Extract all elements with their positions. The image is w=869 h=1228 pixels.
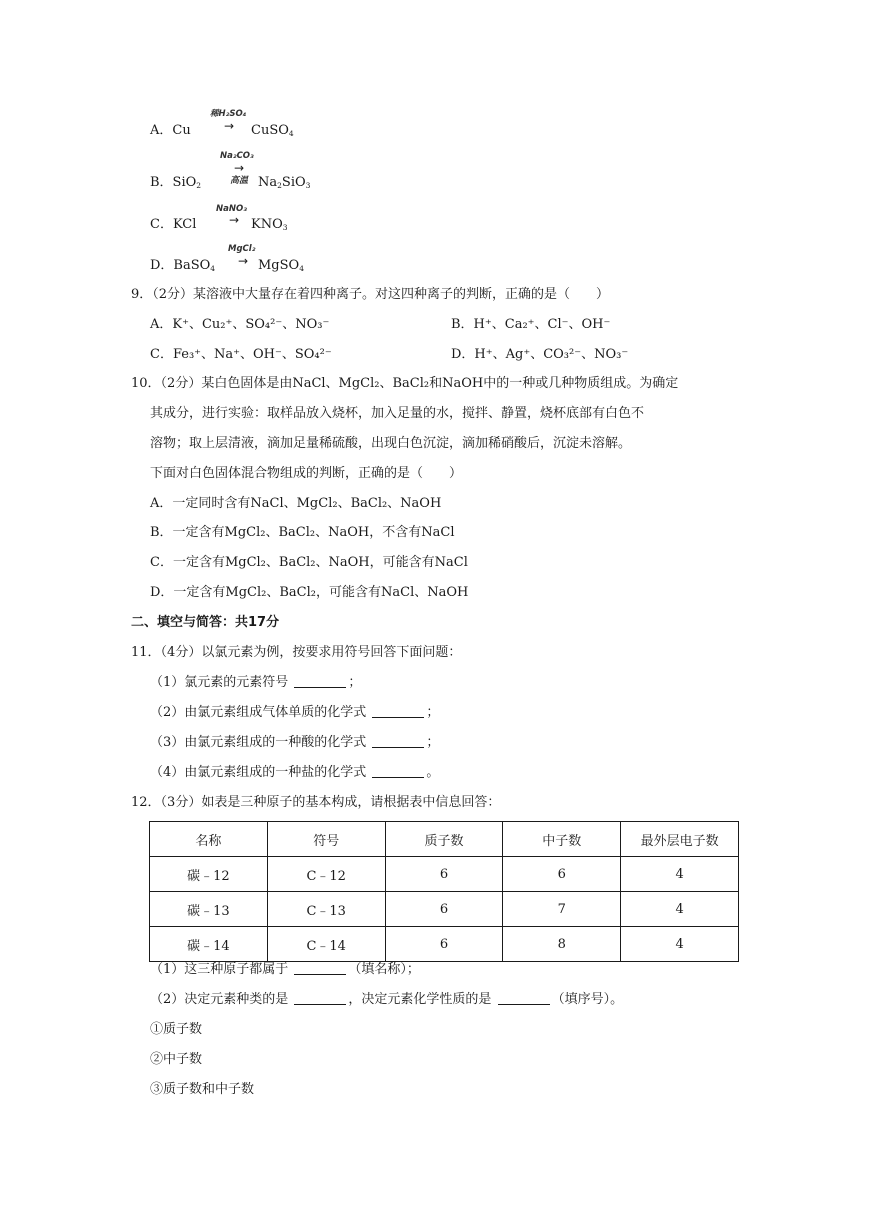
q9-option-c: C．Fe₃⁺、Na⁺、OH⁻、SO₄²⁻ (150, 347, 332, 362)
table-cell: 4 (621, 857, 739, 892)
q10-line-1: 10．（2分）某白色固体是由NaCl、MgCl₂、BaCl₂和NaOH中的一种或几种物质组成。为确定 (131, 376, 679, 391)
answer-blank[interactable] (294, 993, 346, 1005)
table-header: 质子数 (385, 822, 503, 857)
q10-line-2: 其成分，进行实验：取样品放入烧杯，加入足量的水，搅拌、静置，烧杯底部有白色不 (150, 406, 645, 421)
answer-blank[interactable] (498, 993, 550, 1005)
reagent-a: 稀H₂SO₄ (210, 109, 247, 119)
q8-option-d-label: D．BaSO$_4$ (150, 258, 216, 273)
arrow-d: → (238, 254, 249, 268)
answer-blank[interactable] (372, 766, 424, 778)
q10-option-d: D．一定含有MgCl₂、BaCl₂，可能含有NaCl、NaOH (150, 585, 469, 600)
q8-option-a-label: A．Cu (150, 123, 191, 138)
table-cell: C﹣14 (267, 927, 385, 962)
table-row (150, 857, 739, 892)
section-heading: 二、填空与简答：共17分 (131, 615, 280, 630)
q8-option-b-product: $Na_2SiO_3$ (258, 175, 311, 190)
table-cell: 碳﹣14 (150, 927, 268, 962)
q11-part-4: （4）由氯元素组成的一种盐的化学式 。 (150, 765, 440, 780)
q12-choice-3: ③质子数和中子数 (150, 1082, 255, 1097)
q11-part-3: （3）由氯元素组成的一种酸的化学式 ； (150, 735, 440, 750)
table-header-row (150, 822, 739, 857)
q8-option-c-product: $KNO_3$ (251, 217, 288, 232)
answer-blank[interactable] (294, 676, 346, 688)
q10-option-c: C．一定含有MgCl₂、BaCl₂、NaOH，可能含有NaCl (150, 555, 468, 570)
q11-part-1: （1）氯元素的元素符号 ； (150, 675, 362, 690)
table-header: 名称 (150, 822, 268, 857)
q10-option-a: A．一定同时含有NaCl、MgCl₂、BaCl₂、NaOH (150, 496, 442, 511)
table-header: 符号 (267, 822, 385, 857)
reagent-d: MgCl₂ (228, 244, 256, 254)
answer-blank[interactable] (372, 736, 424, 748)
atom-table (149, 821, 739, 962)
q12-part-1: （1）这三种原子都属于 （填名称）； (150, 962, 420, 977)
q9-option-a: A．K⁺、Cu₂⁺、SO₄²⁻、NO₃⁻ (150, 317, 330, 332)
table-cell: 6 (503, 857, 621, 892)
table-cell: 4 (621, 892, 739, 927)
q8-option-d-product: MgSO$_4$ (258, 258, 304, 273)
q11-stem: 11．（4分）以氯元素为例，按要求用符号回答下面问题： (131, 645, 462, 660)
table-cell: 6 (385, 927, 503, 962)
q12-choice-2: ②中子数 (150, 1052, 203, 1067)
table-row (150, 892, 739, 927)
q9-option-d: D．H⁺、Ag⁺、CO₃²⁻、NO₃⁻ (451, 347, 629, 362)
table-cell: 6 (385, 857, 503, 892)
reagent-b: Na₂CO₃ (220, 151, 254, 161)
q12-stem: 12．（3分）如表是三种原子的基本构成，请根据表中信息回答： (131, 795, 501, 810)
table-cell: C﹣12 (267, 857, 385, 892)
q9-stem: 9．（2分）某溶液中大量存在着四种离子。对这四种离子的判断，正确的是（ ） (131, 287, 610, 302)
q8-option-c-label: C．KCl (150, 217, 197, 232)
arrow-c: → (229, 213, 240, 227)
table-cell: 4 (621, 927, 739, 962)
table-header: 最外层电子数 (621, 822, 739, 857)
table-cell: 8 (503, 927, 621, 962)
reagent-c: NaNO₃ (216, 204, 247, 214)
table-cell: 碳﹣12 (150, 857, 268, 892)
q12-choice-1: ①质子数 (150, 1022, 203, 1037)
table-cell: 6 (385, 892, 503, 927)
table-cell: C﹣13 (267, 892, 385, 927)
answer-blank[interactable] (372, 706, 424, 718)
q9-option-b: B．H⁺、Ca₂⁺、Cl⁻、OH⁻ (451, 317, 611, 332)
table-row (150, 927, 739, 962)
condition-b: 高温 (230, 176, 249, 186)
arrow-a: → (224, 119, 235, 133)
q12-part-2: （2）决定元素种类的是 ，决定元素化学性质的是 （填序号）。 (150, 992, 624, 1007)
q8-option-b-label: B．SiO$_2$ (150, 175, 202, 190)
arrow-b: → (234, 161, 245, 175)
table-cell: 7 (503, 892, 621, 927)
q10-option-b: B．一定含有MgCl₂、BaCl₂、NaOH，不含有NaCl (150, 525, 455, 540)
table-cell: 碳﹣13 (150, 892, 268, 927)
q8-option-a-product: CuSO$_4$ (251, 123, 294, 138)
answer-blank[interactable] (294, 963, 346, 975)
q10-line-3: 溶物；取上层清液，滴加足量稀硫酸，出现白色沉淀，滴加稀硝酸后，沉淀未溶解。 (150, 436, 632, 451)
q11-part-2: （2）由氯元素组成气体单质的化学式 ； (150, 705, 440, 720)
table-header: 中子数 (503, 822, 621, 857)
q10-line-4: 下面对白色固体混合物组成的判断，正确的是（ ） (150, 466, 463, 481)
